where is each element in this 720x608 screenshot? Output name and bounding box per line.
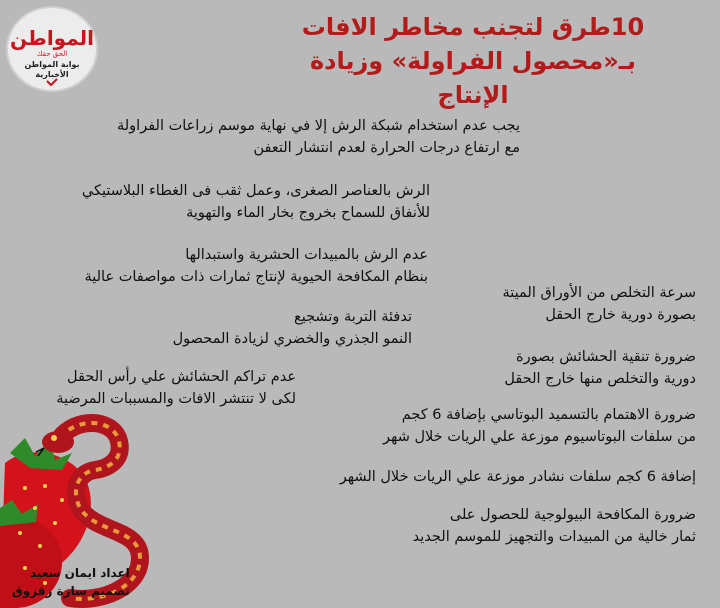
tip-5	[173, 306, 412, 350]
tip-3-line-2: بنظام المكافحة الحيوية لإنتاج ثمارات ذات مواصفات عالية	[84, 269, 428, 285]
prepared-by: اعداد ايمان سعيد	[30, 566, 130, 580]
tip-1-line-1: يجب عدم استخدام شبكة الرش إلا في نهاية موسم زراعات الفراولة	[116, 118, 520, 134]
tip-7-line-1: عدم تراكم الحشائش علي رأس الحقل	[67, 369, 296, 385]
tip-6	[504, 346, 696, 390]
tip-2	[82, 180, 430, 224]
tip-6-line-2: دورية والتخلص منها خارج الحقل	[504, 371, 696, 387]
tip-4-line-2: بصورة دورية خارج الحقل	[545, 307, 696, 323]
tip-10-line-2: ثمار خالية من المبيدات والتجهيز للموسم الجديد	[412, 529, 696, 545]
tip-2-line-1: الرش بالعناصر الصغرى، وعمل ثقب فى الغطاء البلاستيكي	[81, 183, 430, 199]
tip-9	[340, 466, 696, 488]
tip-5-line-1: تدفئة التربة وتشجيع	[293, 309, 412, 325]
tip-10	[413, 504, 696, 548]
tip-2-line-2: للأنفاق للسماح بخروج بخار الماء والتهوية	[186, 205, 430, 221]
designed-by: تصميم سارة زقزوق	[12, 584, 130, 598]
tip-10-line-1: ضرورة المكافحة البيولوجية للحصول على	[449, 507, 696, 523]
page-title	[238, 10, 708, 112]
logo-portal-name: بوابة المواطن الأخبارية	[24, 60, 80, 79]
tip-8	[383, 404, 696, 448]
tip-8-line-1: ضرورة الاهتمام بالتسميد البوتاسي بإضافة 6 كجم	[401, 407, 696, 423]
logo-slogan: الحق حقك	[36, 50, 68, 58]
tip-4-line-1: سرعة التخلص من الأوراق الميتة	[502, 285, 696, 301]
tip-4	[503, 282, 697, 326]
title-line-3: الإنتاج	[437, 81, 509, 109]
tip-3	[84, 244, 428, 288]
tip-8-line-2: من سلفات البوتاسيوم موزعة علي الريات خلال شهر	[383, 429, 696, 445]
logo-brand: المواطن	[9, 26, 94, 50]
tip-6-line-1: ضرورة تنقية الحشائش بصورة	[515, 349, 696, 365]
tip-7	[56, 366, 296, 410]
tip-1	[117, 115, 520, 159]
tip-1-line-2: مع ارتفاع درجات الحرارة لعدم انتشار التعفن	[253, 140, 520, 156]
tip-5-line-2: النمو الجذري والخضري لزيادة المحصول	[172, 331, 412, 347]
checkmark-icon	[46, 78, 58, 86]
credits	[12, 564, 130, 600]
tip-3-line-1: عدم الرش بالمبيدات الحشرية واستبدالها	[185, 247, 428, 263]
site-logo[interactable]	[8, 8, 96, 90]
tip-7-line-2: لكى لا تنتشر الافات والمسببات المرضية	[56, 391, 296, 407]
title-line-2: بـ«محصول الفراولة» وزيادة	[309, 47, 636, 75]
tip-9-line-1: إضافة 6 كجم سلفات نشادر موزعة علي الريات خلال الشهر	[339, 469, 696, 485]
title-line-1: 10طرق لتجنب مخاطر الافات	[301, 13, 645, 41]
